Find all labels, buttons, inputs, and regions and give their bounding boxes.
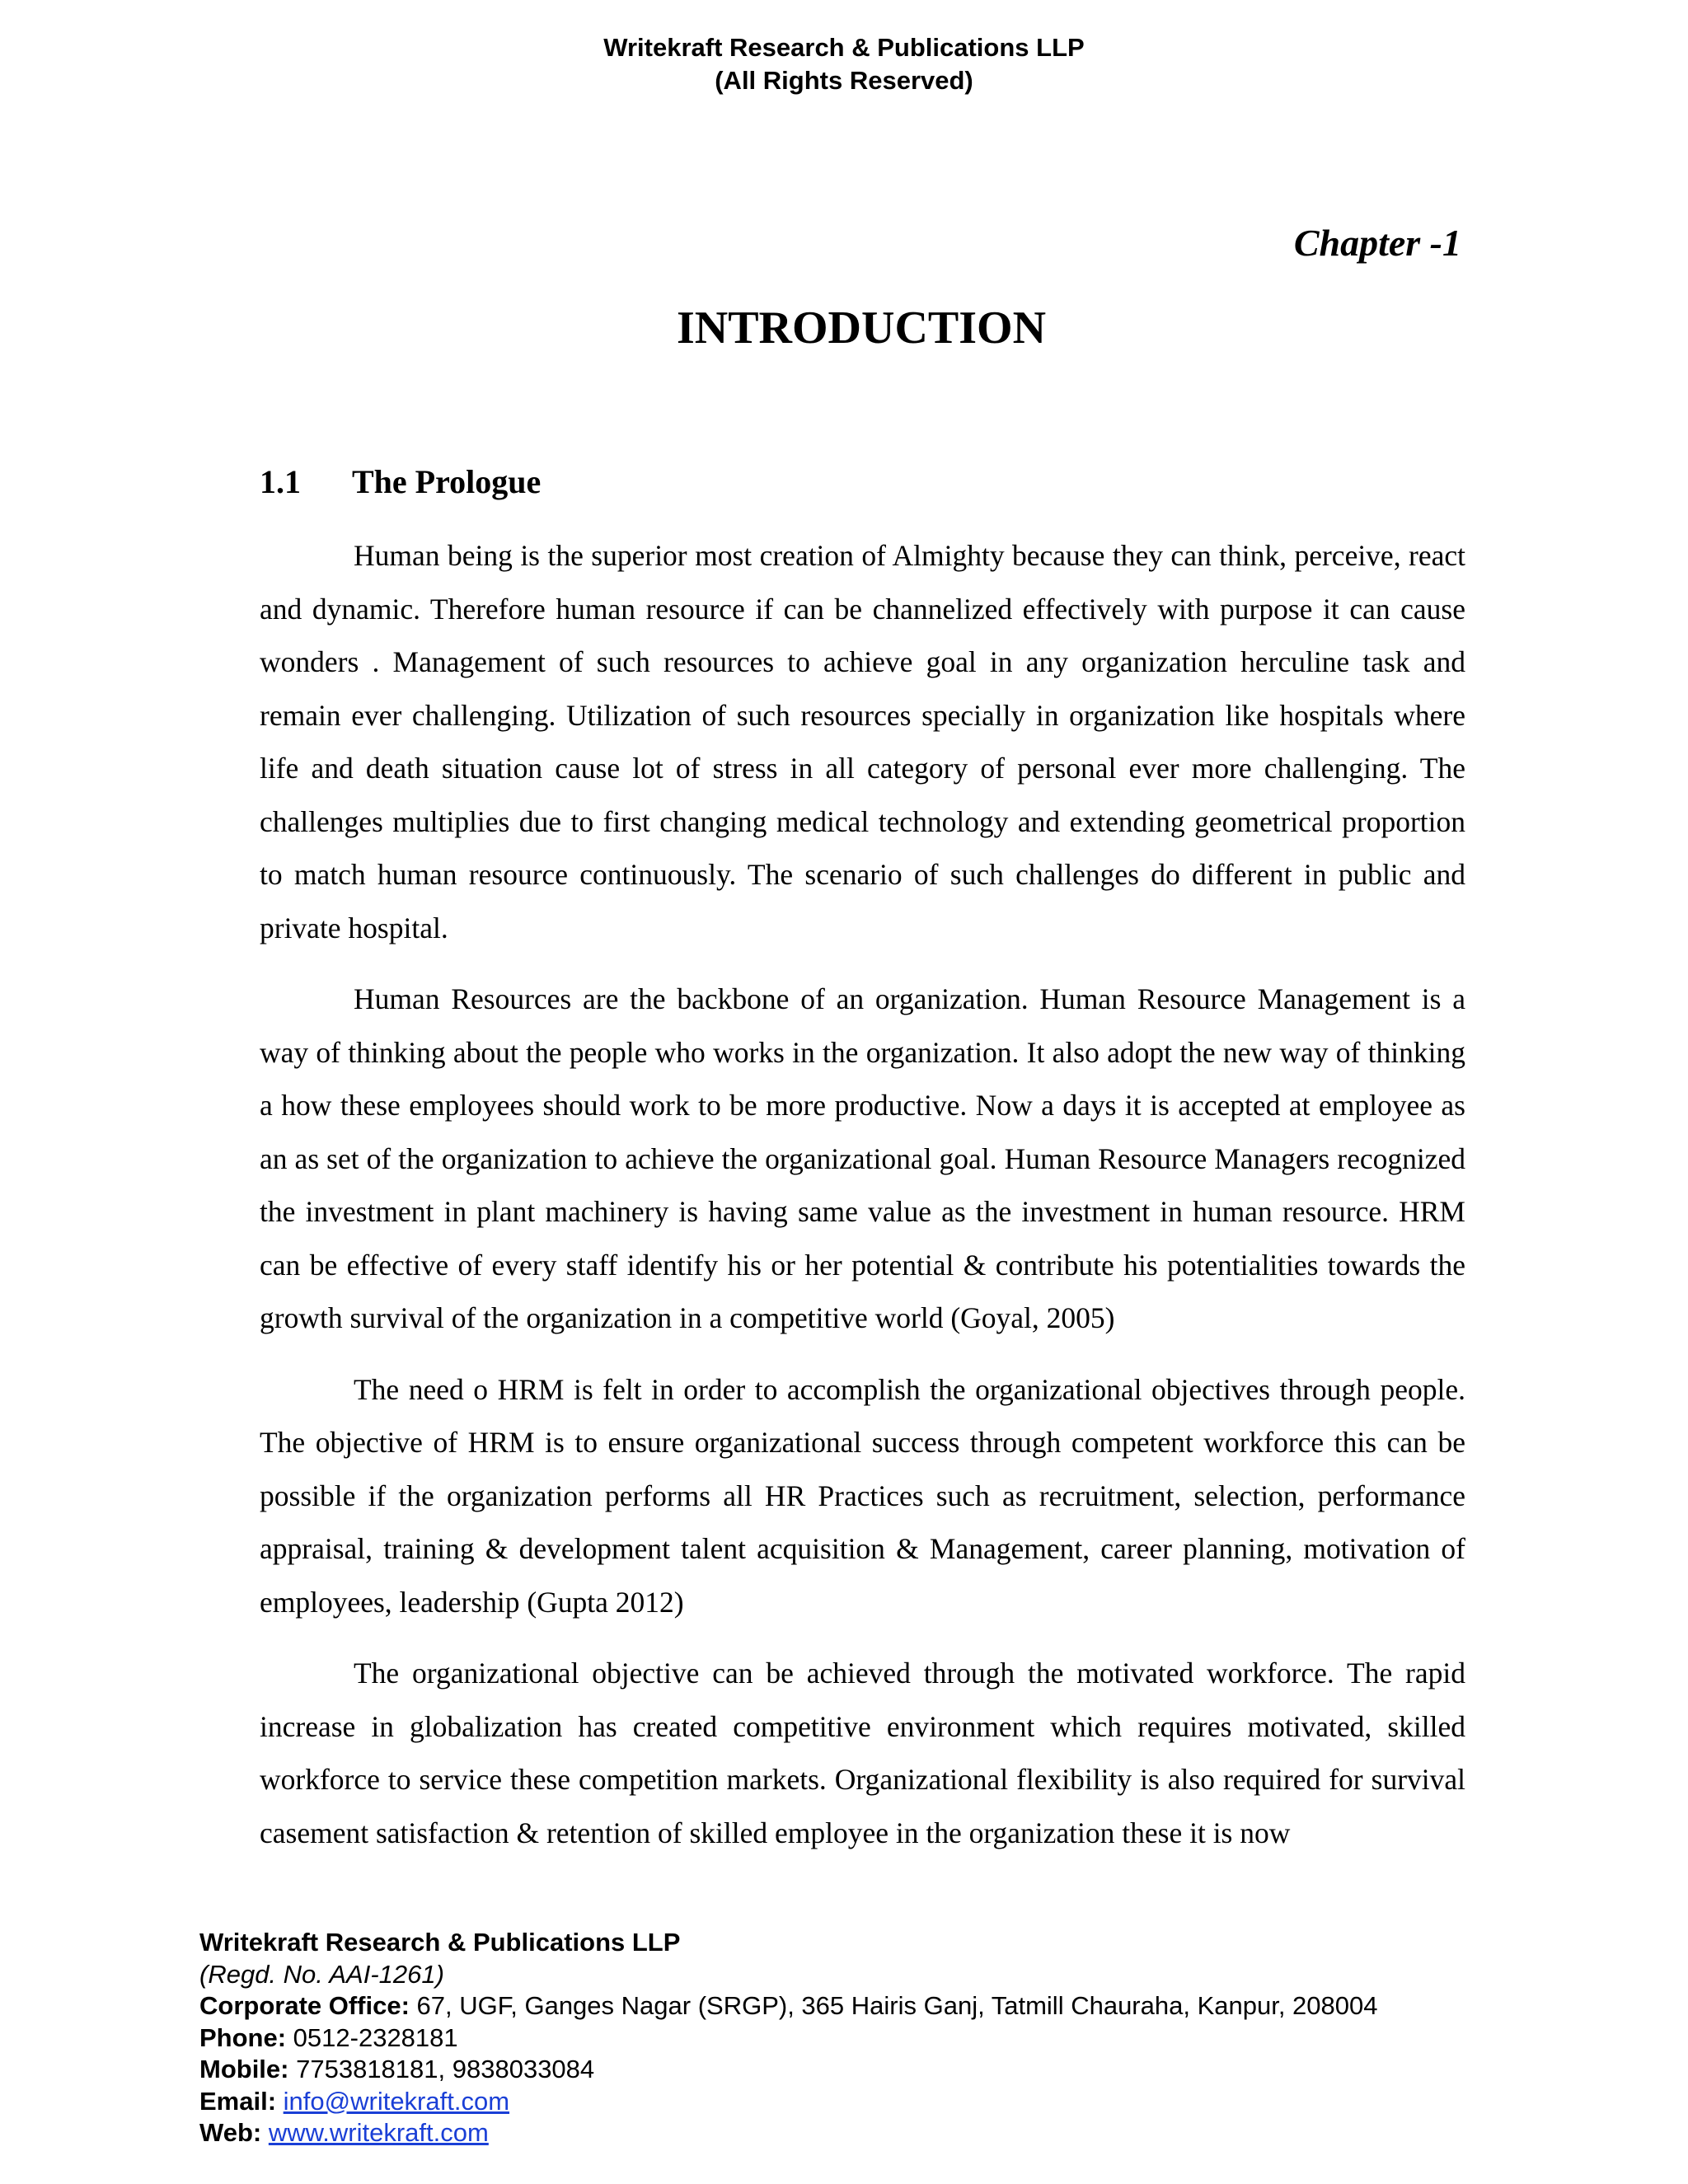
section-heading xyxy=(260,460,1001,504)
paragraph: The need o HRM is felt in order to accomplish the organizational objectives through people. The objective of HRM is to ensure organizational success through competent workforce this can be possible if the organization performs all HR Practices such as recruitment, selection, performance appraisal, training & development talent acquisition & Management, career planning, motivation of employees, leadership (Gupta 2012) xyxy=(260,1372,1465,1619)
page-footer xyxy=(199,1927,1650,2149)
phone-value: 0512-2328181 xyxy=(286,2022,458,2052)
office-label: Corporate Office: xyxy=(199,1991,410,2020)
footer-regd: (Regd. No. AAI-1261) xyxy=(199,1959,444,1989)
section-title: The Prologue xyxy=(352,463,542,500)
mobile-label: Mobile: xyxy=(199,2055,289,2083)
section-number: 1.1 xyxy=(260,463,301,500)
email-link[interactable]: info@writekraft.com xyxy=(283,2086,510,2116)
chapter-label: Chapter -1 xyxy=(1293,222,1461,264)
page-title: INTRODUCTION xyxy=(676,302,1047,354)
paragraph: The organizational objective can be achieved through the motivated workforce. The rapid increase in globalization has created competitive environment which requires motivated, skilled workforce to service these competition markets. Organizational flexibility is also required for survival casement satisfaction & retention of skilled employee in the organization these it is now xyxy=(260,1657,1465,1849)
body-text xyxy=(260,529,1465,1877)
page-header xyxy=(0,31,1688,97)
web-label: Web: xyxy=(199,2118,262,2147)
phone-label: Phone: xyxy=(199,2022,287,2052)
email-label: Email: xyxy=(199,2086,277,2116)
office-value: 67, UGF, Ganges Nagar (SRGP), 365 Hairis Ganj, Tatmill Chauraha, Kanpur, 208004 xyxy=(409,1991,1378,2020)
footer-office xyxy=(199,1990,1650,2022)
header-rights: (All Rights Reserved) xyxy=(715,66,973,95)
footer-company: Writekraft Research & Publications LLP xyxy=(199,1928,681,1957)
footer-email xyxy=(199,2086,1650,2118)
paragraph: Human Resources are the backbone of an organization. Human Resource Management is a way of thinking about the people who works in the organization. It also adopt the new way of thinking a how these employees should work to be more productive. Now a days it is accepted at employee as an as set of the organization to achieve the organizational goal. Human Resource Managers recognized the investment in plant machinery is having same value as the investment in human resource. HRM can be effective of every staff identify his or her potential & contribute his potentialities towards the growth survival of the organization in a competitive world (Goyal, 2005) xyxy=(260,982,1465,1334)
paragraph: Human being is the superior most creation of Almighty because they can think, perceive, react and dynamic. Therefore human resource if can be channelized effectively with purpose it can cause wonders . Management of such resources to achieve goal in any organization herculine task and remain ever challenging. Utilization of such resources specially in organization like hospitals where life and death situation cause lot of stress in all category of personal ever more challenging. The challenges multiplies due to first changing medical technology and extending geometrical proportion to match human resource continuously. The scenario of such challenges do different in public and private hospital. xyxy=(260,539,1465,944)
footer-mobile xyxy=(199,2054,1650,2086)
web-link[interactable]: www.writekraft.com xyxy=(268,2118,489,2147)
footer-phone xyxy=(199,2022,1650,2055)
footer-web xyxy=(199,2117,1650,2149)
header-company: Writekraft Research & Publications LLP xyxy=(603,33,1085,62)
mobile-value: 7753818181, 9838033084 xyxy=(288,2055,595,2083)
